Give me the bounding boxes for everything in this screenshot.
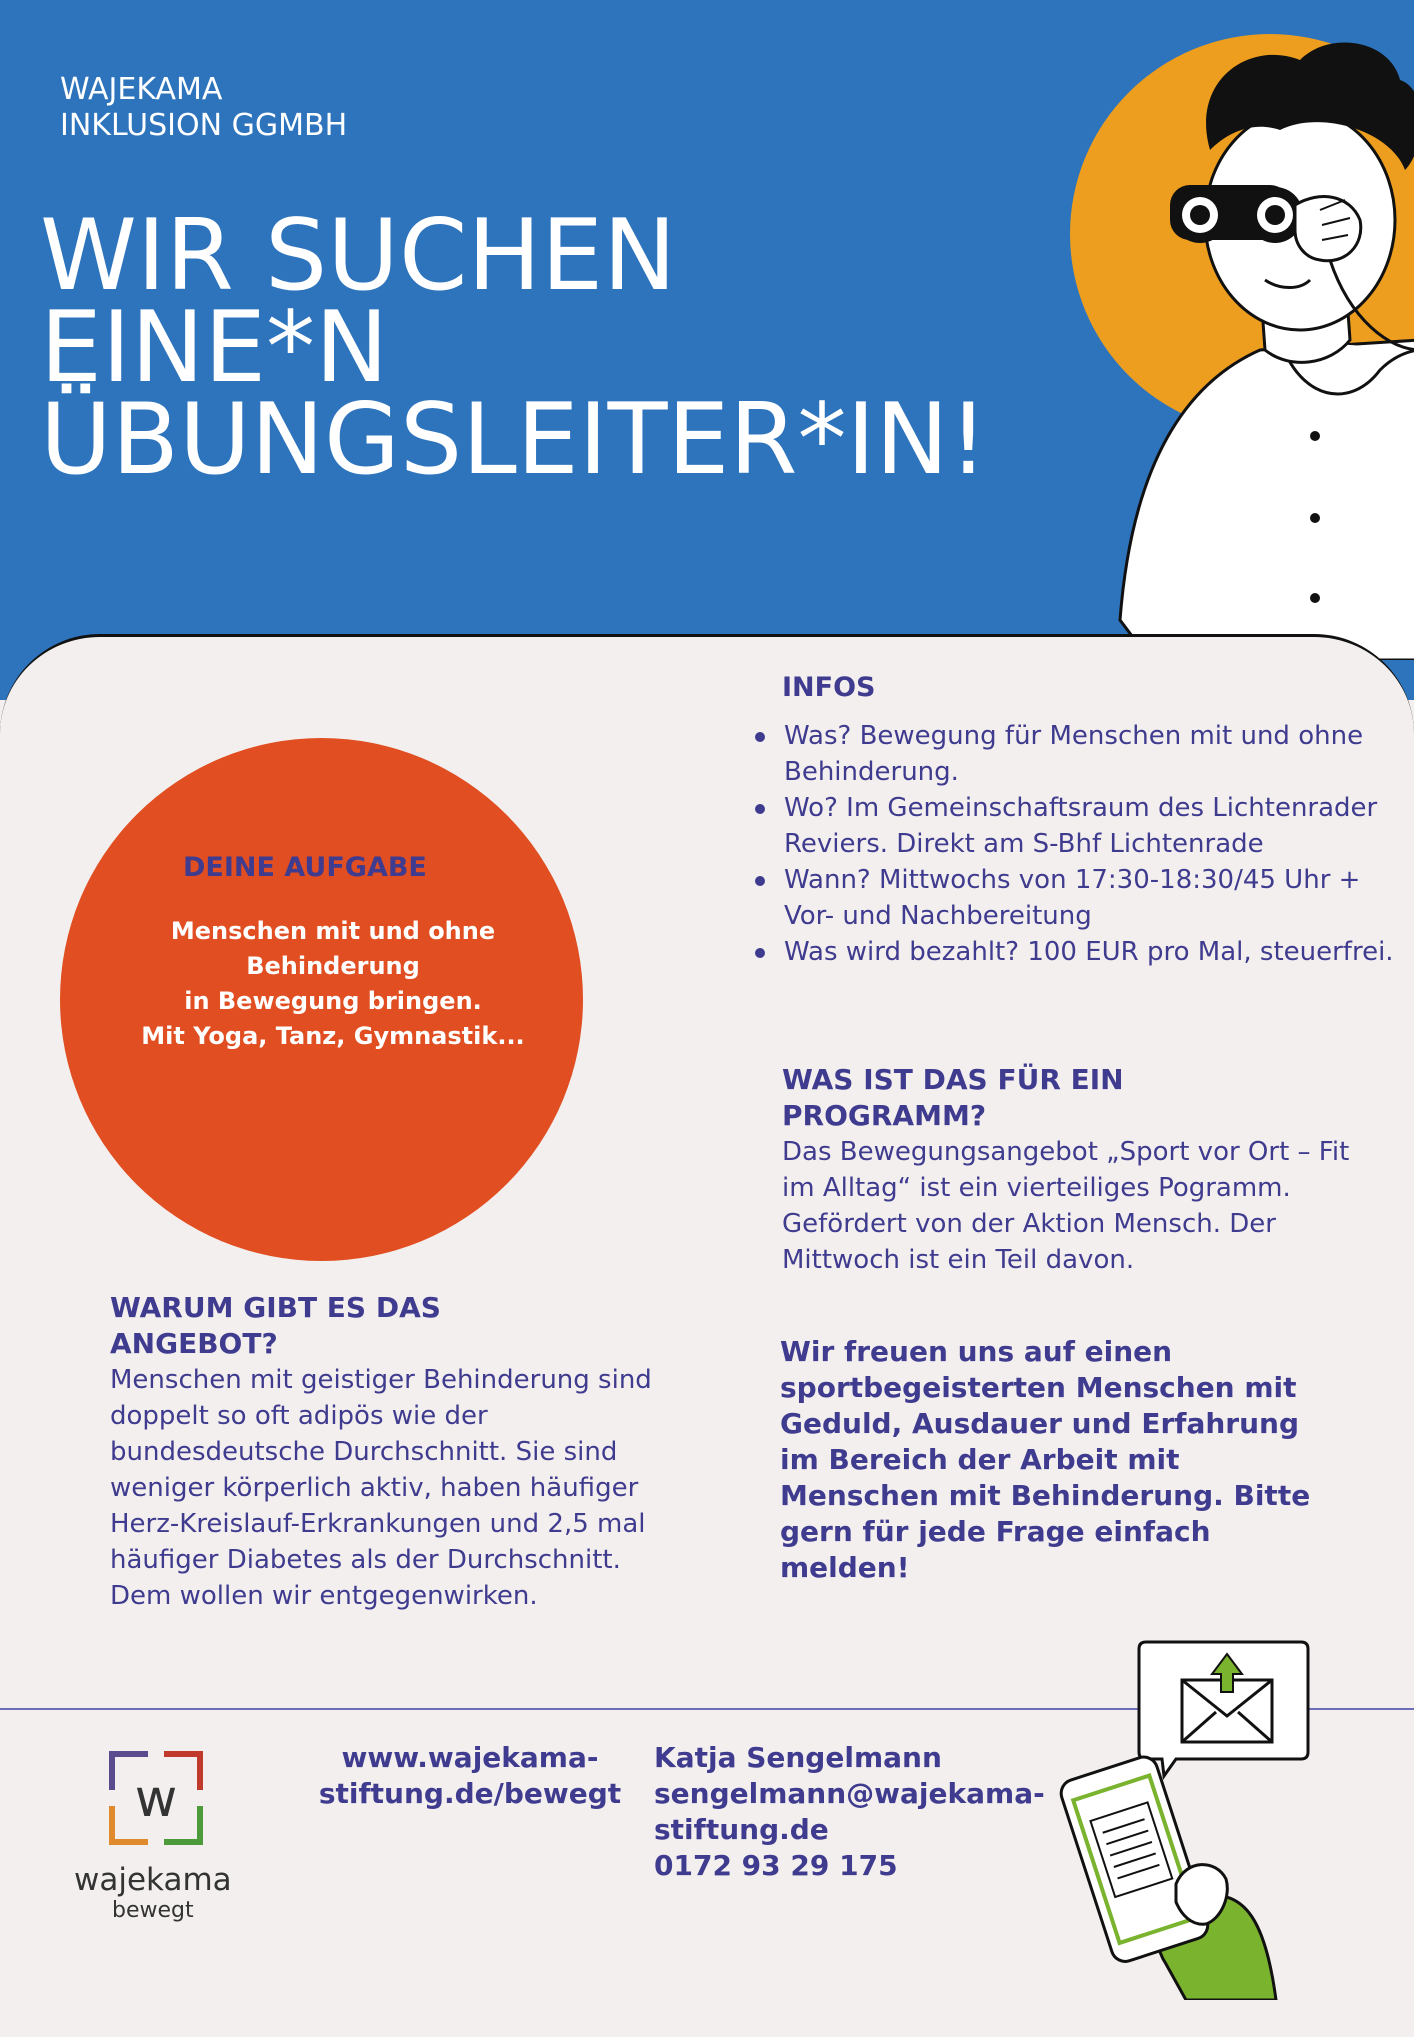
contact-phone[interactable]: 0172 93 29 175 xyxy=(654,1849,898,1882)
website-line-1: www.wajekama- xyxy=(341,1741,599,1774)
infos-list xyxy=(752,718,1404,970)
logo-subtitle: bewegt xyxy=(112,1898,194,1923)
page-title xyxy=(40,199,988,497)
contact-block xyxy=(654,1740,1074,1884)
program-description: Das Bewegungsangebot „Sport vor Ort – Fit im Alltag“ ist ein vierteiliges Pogramm. Gefördert von der Aktion Mensch. Der Mittwoch ist ein Teil davon. xyxy=(782,1137,1350,1275)
headline-line-1: WIR SUCHEN xyxy=(40,199,677,313)
contact-email-line-1[interactable]: sengelmann@wajekama- xyxy=(654,1777,1045,1810)
task-title: DEINE AUFGABE xyxy=(183,852,427,883)
contact-email-line-2[interactable]: stiftung.de xyxy=(654,1813,829,1846)
reason-title: WARUM GIBT ES DAS ANGEBOT? xyxy=(110,1291,441,1360)
logo-letter: w xyxy=(134,1769,178,1829)
organization-name xyxy=(60,72,347,144)
call-to-action: Wir freuen uns auf einen sportbegeisterten Menschen mit Geduld, Ausdauer und Erfahrung im Bereich der Arbeit mit Menschen mit Behinderung. Bitte gern für jede Frage einfach melden! xyxy=(780,1335,1311,1584)
task-description xyxy=(128,914,538,1054)
org-line-2: INKLUSION GGMBH xyxy=(60,108,348,143)
task-line: Behinderung xyxy=(246,952,420,980)
logo-name: wajekama xyxy=(74,1862,232,1898)
website-line-2: stiftung.de/bewegt xyxy=(318,1777,622,1810)
headline-line-3: ÜBUNGSLEITER*IN! xyxy=(40,383,988,497)
wajekama-logo-icon xyxy=(108,1750,204,1846)
task-line: Mit Yoga, Tanz, Gymnastik... xyxy=(141,1022,525,1050)
headline-line-2: EINE*N xyxy=(40,291,389,405)
program-title: WAS IST DAS FÜR EIN PROGRAMM? xyxy=(782,1063,1124,1132)
org-line-1: WAJEKAMA xyxy=(60,72,223,107)
person-with-binoculars-illustration xyxy=(1060,20,1414,660)
infos-title: INFOS xyxy=(782,672,876,703)
list-item: Wo? Im Gemeinschaftsraum des Lichtenrader Reviers. Direkt am S-Bhf Lichtenrade xyxy=(784,790,1404,862)
list-item: Was wird bezahlt? 100 EUR pro Mal, steuerfrei. xyxy=(784,934,1404,970)
list-item: Was? Bewegung für Menschen mit und ohne Behinderung. xyxy=(784,718,1404,790)
task-line: Menschen mit und ohne xyxy=(170,917,496,945)
list-item: Wann? Mittwochs von 17:30-18:30/45 Uhr + Vor- und Nachbereitung xyxy=(784,862,1404,934)
contact-name: Katja Sengelmann xyxy=(654,1741,942,1774)
phone-email-illustration xyxy=(1056,1634,1356,2000)
task-line: in Bewegung bringen. xyxy=(184,987,482,1015)
reason-description: Menschen mit geistiger Behinderung sind doppelt so oft adipös wie der bundesdeutsche Durchschnitt. Sie sind weniger körperlich aktiv, haben häufiger Herz-Kreislauf-Erkrankungen und 2,5 mal häufiger Diabetes als der Durchschnitt. Dem wollen wir entgegenwirken. xyxy=(110,1365,652,1611)
website-link[interactable] xyxy=(310,1740,630,1812)
